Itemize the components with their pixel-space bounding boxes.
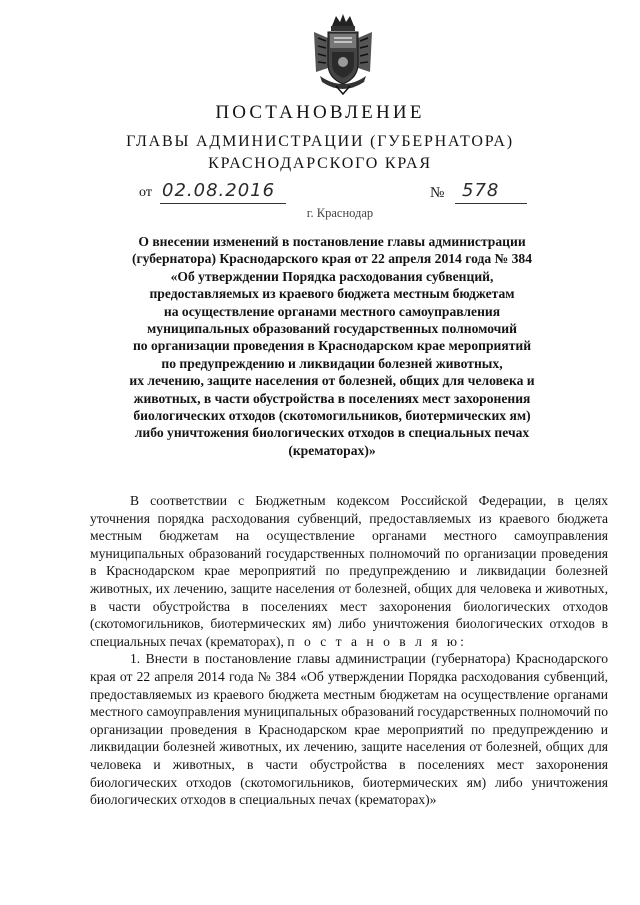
title-line: муниципальных образований государственных полномочий: [147, 321, 517, 337]
coat-of-arms-emblem: [310, 12, 376, 96]
title-line: «Об утверждении Порядка расходования субвенций,: [170, 268, 494, 284]
title-line: (крематорах)»: [288, 442, 376, 458]
title-line: предоставляемых из краевого бюджета местным бюджетам: [149, 286, 515, 302]
title-line: их лечению, защите населения от болезней, общих для человека и: [129, 373, 535, 389]
date-prefix: от: [139, 185, 152, 200]
number-prefix: №: [430, 185, 445, 201]
title-line: животных, в части обустройства в поселениях мест захоронения: [133, 390, 531, 406]
clause-1-paragraph: 1. Внести в постановление главы администрации (губернатора) Краснодарского края от 22 апреля 2014 года № 384 «Об утверждении Порядка расходования субвенций, предоставляемых из краевого бюджета местным бюджетам на осуществление органами местного самоуправления муниципальных образований государственных полномочий по организации проведения в Краснодарском крае мероприятий по предупреждению и ликвидации болезней животных, их лечению, защите населения от болезней, общих для человека и животных, в части обустройства в поселениях мест захоронения биологических отходов (скотомогильников, биотермических ям) либо уничтожения биологических отходов в специальных печах (крематорах)»: [90, 651, 608, 808]
city-name: г. Краснодар: [306, 206, 374, 220]
document-type-heading: ПОСТАНОВЛЕНИЕ: [215, 102, 425, 123]
preamble-paragraph: [90, 492, 608, 650]
issuing-authority-line-2: КРАСНОДАРСКОГО КРАЯ: [208, 155, 432, 172]
title-line: О внесении изменений в постановление главы администрации: [138, 234, 526, 249]
document-body: [90, 492, 608, 809]
number-underline: [455, 203, 527, 204]
title-line: по организации проведения в Краснодарском крае мероприятий: [132, 338, 532, 354]
title-line: на осуществление органами местного самоуправления: [163, 303, 501, 319]
issuing-authority-line-1: ГЛАВЫ АДМИНИСТРАЦИИ (ГУБЕРНАТОРА): [126, 133, 514, 150]
preamble-text: В соответствии с Бюджетным кодексом Российской Федерации, в целях уточнения порядка расходования субвенций, предоставляемых из краевого бюджета местным бюджетам на осуществление органами местного самоуправления муниципальных образований государственных полномочий по организации проведения в Краснодарском крае мероприятий по предупреждению и ликвидации болезней животных, их лечению, защите населения от болезней, общих для человека и животных, в части обустройства в поселениях мест захоронения биологических отходов (скотомогильников, биотермических ям) либо уничтожения биологических отходов в специальных печах (крематорах),: [90, 493, 608, 649]
title-line: по предупреждению и ликвидации болезней животных,: [161, 355, 503, 371]
title-line: (губернатора) Краснодарского края от 22 апреля 2014 года № 384: [131, 251, 532, 267]
date-underline: [160, 203, 286, 204]
handwritten-date: 02.08.2016: [162, 180, 276, 201]
resolve-phrase: п о с т а н о в л я ю:: [287, 633, 467, 649]
title-line: биологических отходов (скотомогильников, биотермических ям): [133, 408, 531, 424]
title-line: либо уничтожения биологических отходов в специальных печах: [134, 425, 530, 441]
handwritten-number: 578: [462, 180, 500, 201]
document-title: [110, 233, 554, 459]
